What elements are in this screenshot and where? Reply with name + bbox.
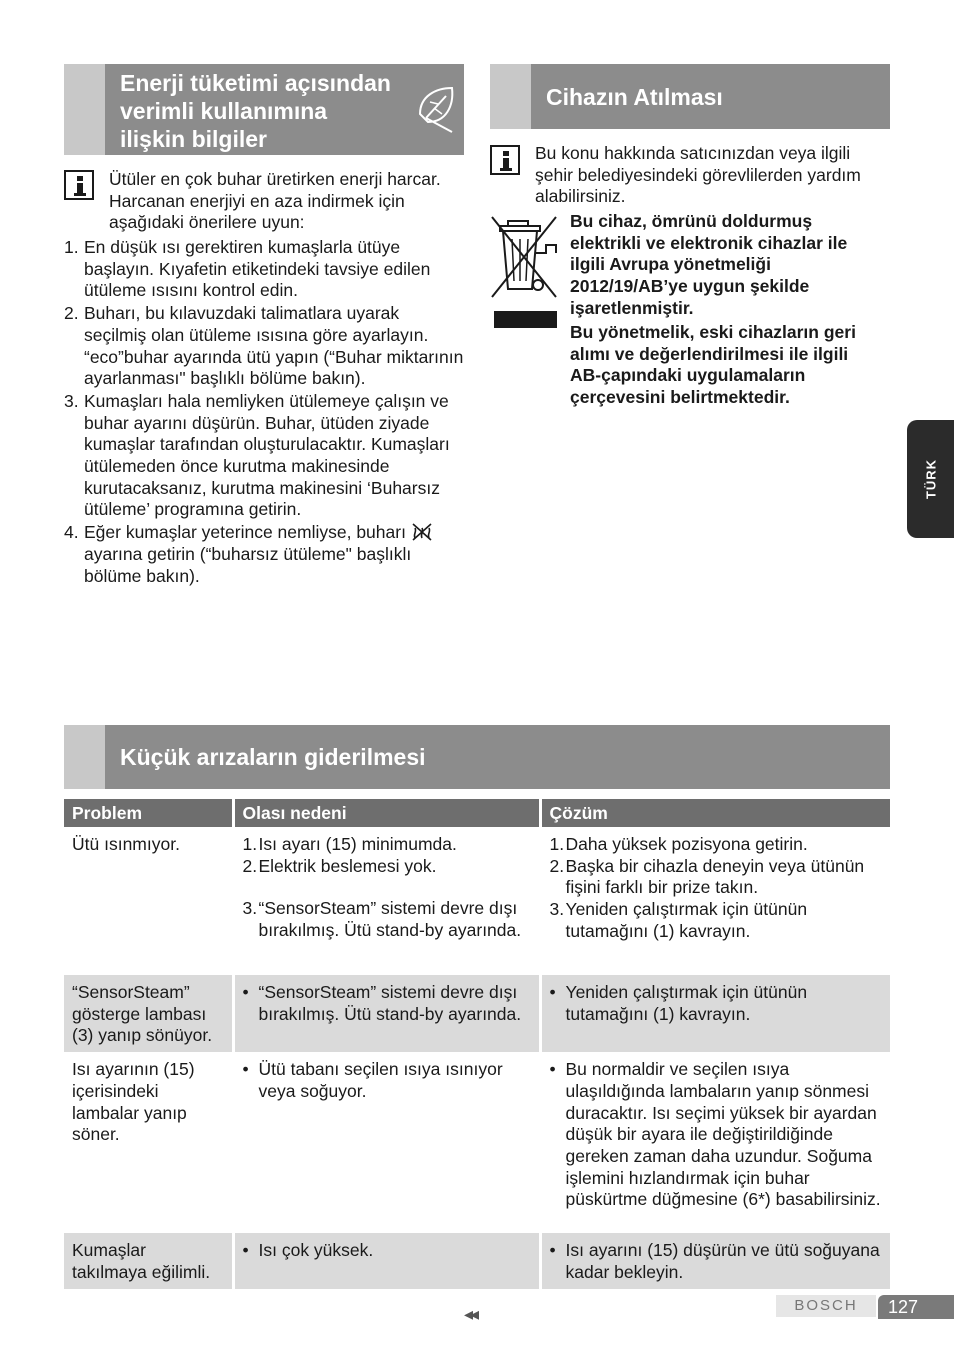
language-side-tab [907,420,954,538]
leaf-icon [416,84,458,134]
list-item [64,391,464,521]
disposal-intro: Bu konu hakkında satıcınızdan veya ilgili şehir belediyesindeki görevlilerden yardım alabilirsiniz. [535,143,861,207]
title-line: Enerji tüketimi açısından [120,70,391,96]
solution-cell [540,975,890,1052]
cause-item: • “SensorSteam” sistemi devre dışı bırakılmış. Ütü stand-by ayarında. [242,982,522,1024]
title-line: ilişkin bilgiler [120,126,267,152]
energy-intro: Ütüler en çok buhar üretirken enerji harcar. Harcanan enerjiyi en aza indirmek için aşağıdaki önerilere uyun: [109,169,441,233]
cause-cell [233,1233,540,1288]
item-text: Buharı, bu kılavuzdaki talimatlara uyarak seçilmiş olan ütüleme ısısına göre ayarlayın. “eco”buhar ayarında ütü yapın (“Buhar miktarının ayarlanması" başlıklı bölüme bakın). [84,303,464,389]
cause-item: 1. Isı ayarı (15) minimumda. [242,834,457,854]
troubleshooting-title: Küçük arızaların giderilmesi [120,744,426,770]
item-number: 4. [64,522,79,543]
column-header: Çözüm [540,799,890,827]
solution-item: 1. Daha yüksek pozisyona getirin. [549,834,808,854]
list-item [64,303,464,390]
solution-item: • Bu normaldir ve seçilen ısıya ulaşıldığında lambaların yanıp sönmesi duracaktır. Isı seçimi yüksek bir ayardan düşük bir ayara ile değiştirildiğinde gereken zaman daha uzundur. Soğuma işlemini hızlandırmak için buhar püskürtme düğmesine (6*) basabilirsiniz. [549,1059,881,1210]
problem-cell: Isı ayarının (15) içerisindeki lambalar yanıp söner. [64,1052,233,1233]
list-item [64,522,464,587]
no-steam-icon [411,522,433,542]
energy-section-header [64,64,464,155]
item-text: En düşük ısı gerektiren kumaşlarla ütüye başlayın. Kıyafetin etiketindeki tavsiye edilen ütüleme ısısını kontrol edin. [84,237,431,301]
cause-item: • Isı çok yüksek. [242,1240,374,1261]
info-icon [490,145,520,175]
table-row [64,975,890,1052]
troubleshooting-section-header [64,725,890,789]
cause-cell [233,1052,540,1233]
problem-cell: “SensorSteam” gösterge lambası (3) yanıp sönüyor. [64,975,233,1052]
solution-item: • Yeniden çalıştırmak için ütünün tutamağını (1) kavrayın. [549,982,808,1024]
solution-item: 2. Başka bir cihazla deneyin veya ütünün fişini farklı bir prize takın. [549,855,865,898]
cause-item: 3. “SensorSteam” sistemi devre dışı bırakılmış. Ütü stand-by ayarında. [242,898,522,941]
info-icon [64,170,94,200]
energy-tips-list [64,237,464,588]
solution-cell [540,827,890,975]
disposal-section-header [490,64,890,129]
solution-cell [540,1052,890,1233]
disposal-section-title: Cihazın Atılması [546,84,723,110]
page-nav-arrows[interactable]: ◂◂ [464,1304,477,1324]
header-stripe [490,64,531,129]
item-text: ayarına getirin (“buharsız ütüleme" başlıklı bölüme bakın). [84,543,412,586]
cause-item: • Ütü tabanı seçilen ısıya ısınıyor veya soğuyor. [242,1059,503,1101]
energy-section-title [120,69,420,153]
column-header: Problem [64,799,233,827]
item-number: 2. [64,303,79,324]
header-stripe [64,725,105,789]
item-number: 3. [64,390,79,411]
disposal-paragraph-2: Bu yönetmelik, eski cihazların geri alımı ve değerlendirilmesi ile ilgili AB-çapındaki uygulamaların çerçevesini belirtmektedir. [570,322,856,408]
troubleshooting-table [64,799,890,1289]
table-header-row [64,799,890,827]
cause-cell [233,975,540,1052]
weee-bin-icon [490,215,558,331]
language-tab-label: TÜRK [923,458,938,500]
disposal-paragraph-1: Bu cihaz, ömrünü doldurmuş elektrikli ve elektronik cihazlar ile ilgili Avrupa yönetmeliği 2012/19/AB’ye uygun şekilde işaretlenmiştir. [570,211,848,318]
solution-item: • Isı ayarını (15) düşürün ve ütü soğuyana kadar bekleyin. [549,1240,880,1282]
solution-item: 3. Yeniden çalıştırmak için ütünün tutamağını (1) kavrayın. [549,899,808,941]
table-row [64,827,890,975]
list-item [64,237,464,302]
item-number: 1. [64,237,79,257]
solution-cell [540,1233,890,1288]
title-line: verimli kullanımına [120,98,328,124]
table-row [64,1233,890,1288]
item-text: Eğer kumaşlar yeterince nemliyse, buharı [84,522,406,543]
header-stripe [64,64,105,155]
item-text: Kumaşları hala nemliyken ütülemeye çalışın ve buhar ayarını düşürün. Buhar, ütüden ziyade kumaşlar tarafından oluşturulacaktır. Kumaşları ütülemeden önce kurutma makinesinde kurutacaksanız, kurutma makinesini ‘Buharsız ütüleme’ programına getirin. [84,390,450,520]
page-number: 127 [878,1295,954,1319]
cause-item: 2. Elektrik beslemesi yok. [242,855,437,876]
brand-label: BOSCH [776,1295,876,1317]
column-header: Olası nedeni [233,799,540,827]
problem-cell: Ütü ısınmıyor. [64,827,233,975]
table-row [64,1052,890,1233]
cause-cell [233,827,540,975]
problem-cell: Kumaşlar takılmaya eğilimli. [64,1233,233,1288]
